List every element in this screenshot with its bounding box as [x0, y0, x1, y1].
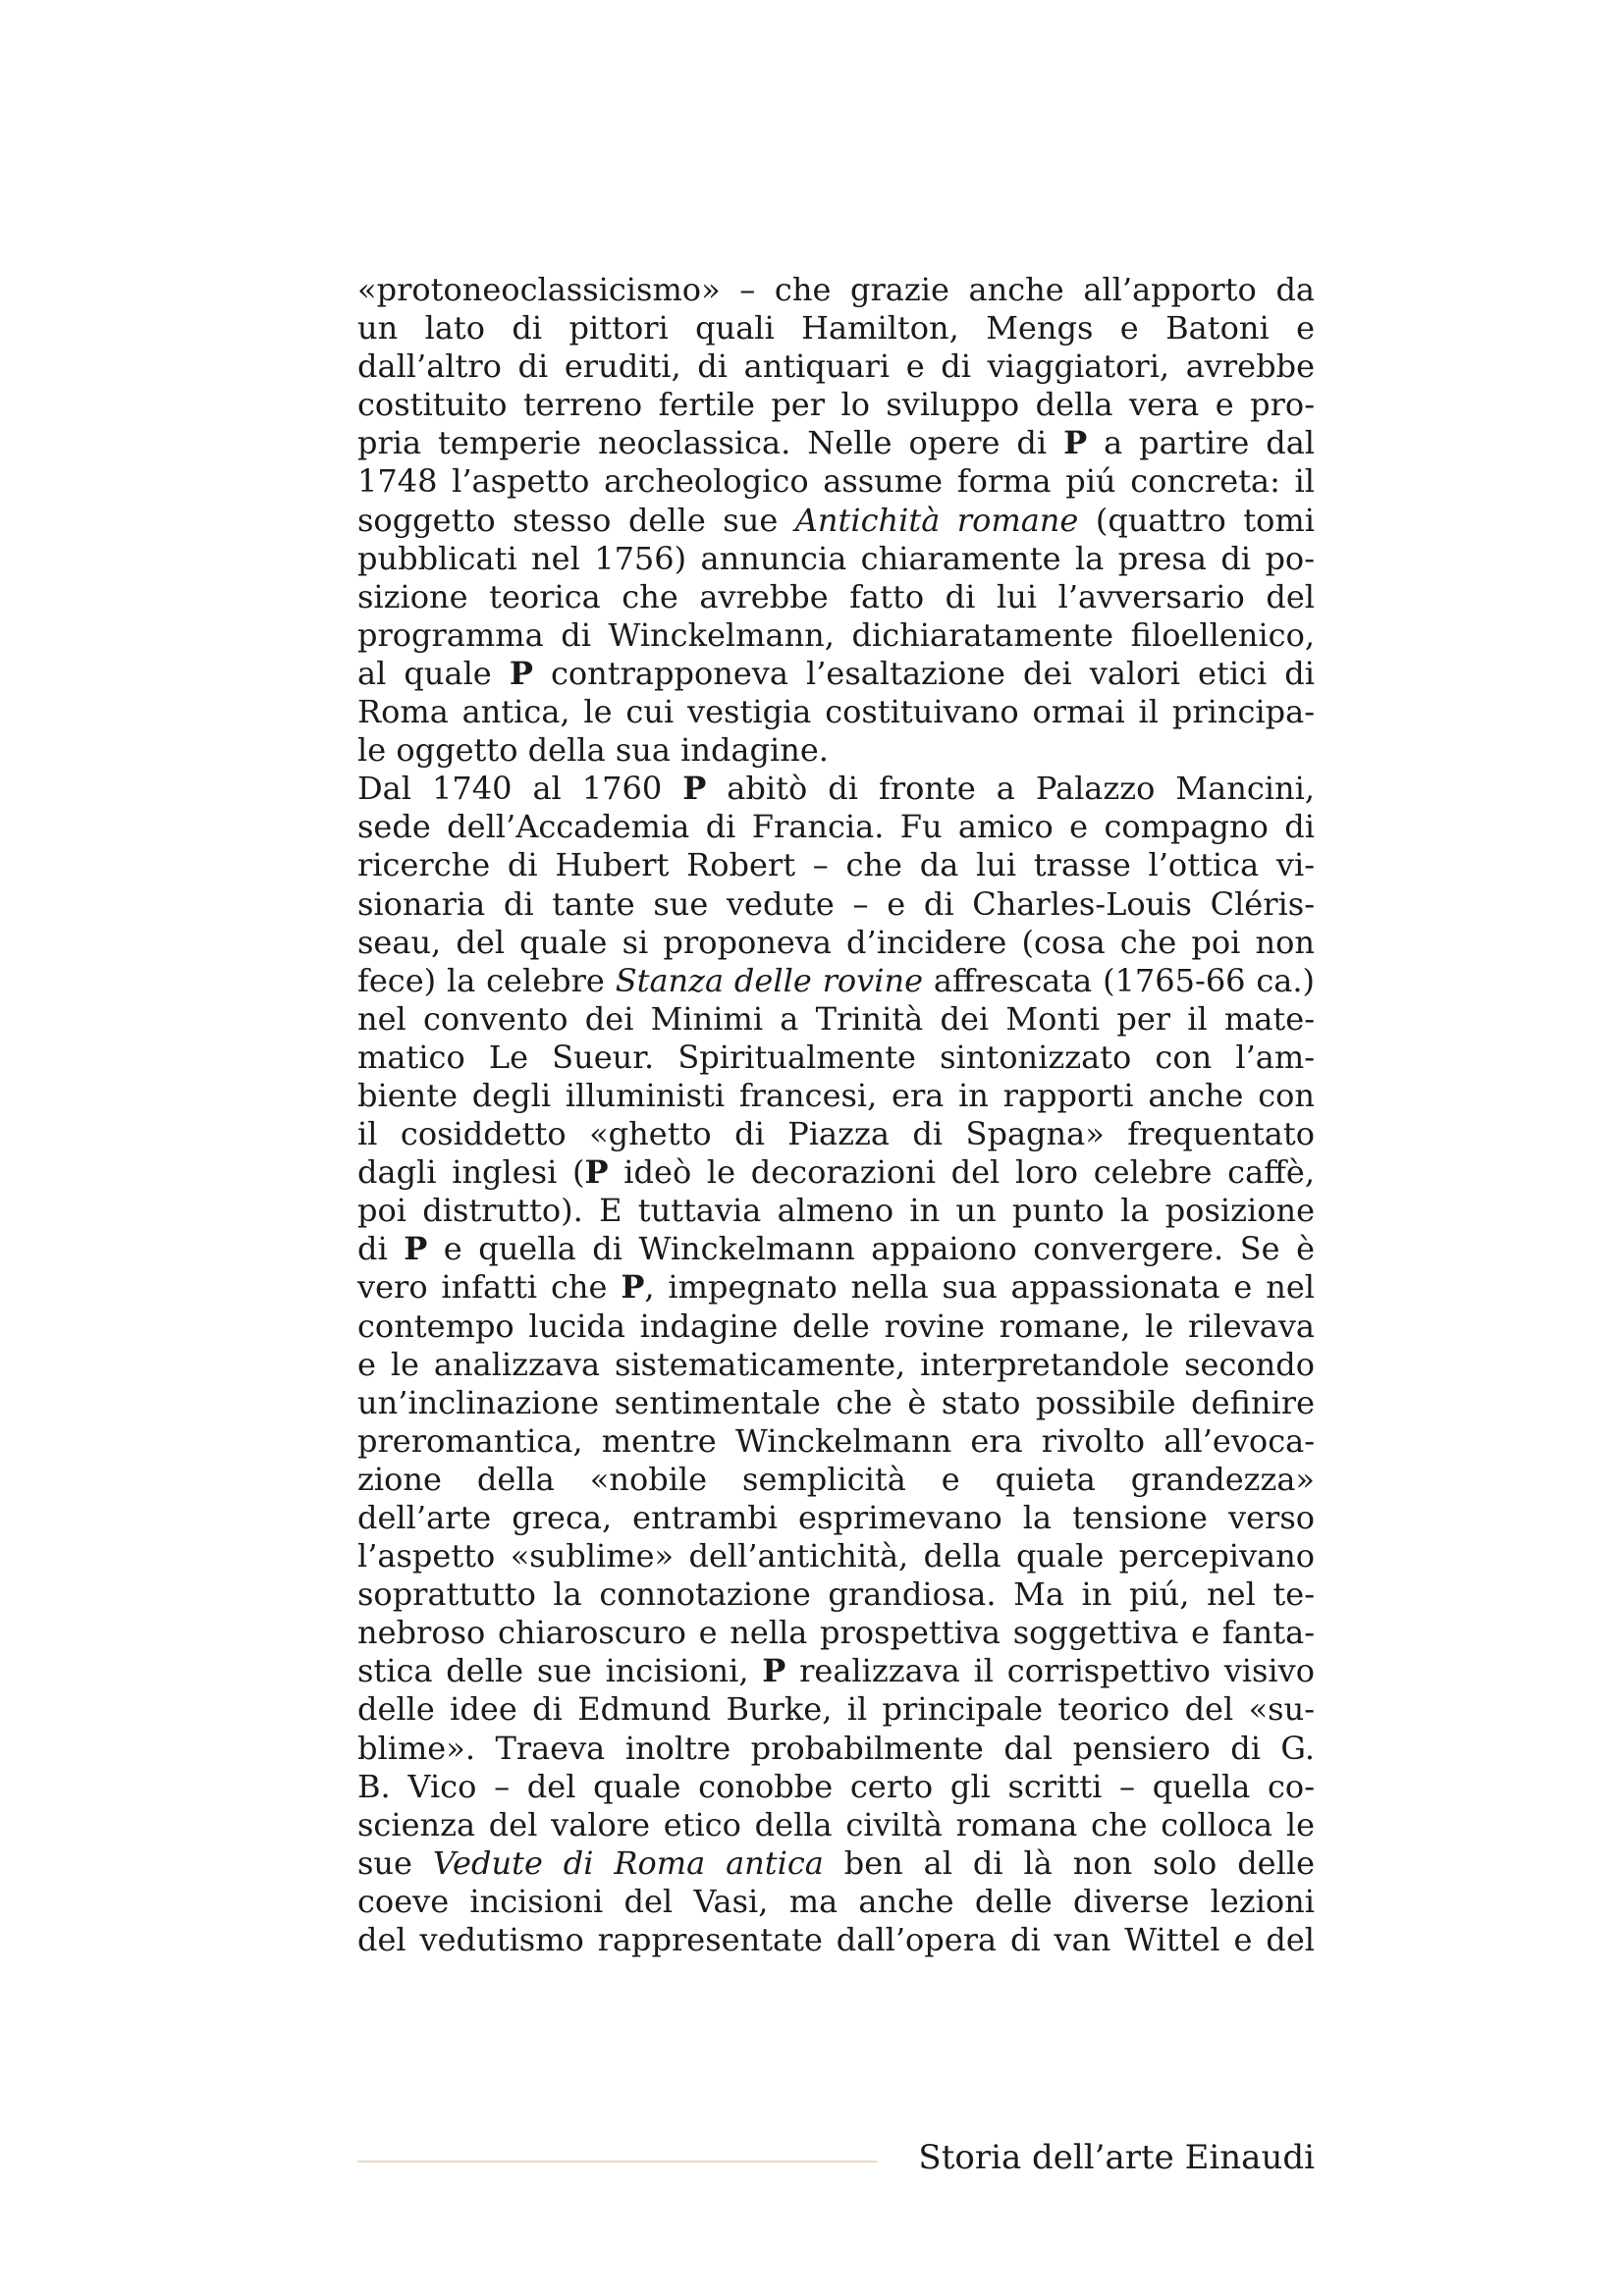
text-line: fece) la celebre Stanza delle rovine affrescata (1765-66 ca.) [357, 961, 1316, 999]
text-line: al quale P contrapponeva l’esaltazione dei valori etici di [357, 654, 1316, 692]
text-line: contempo lucida indagine delle rovine romane, le rilevava [357, 1307, 1315, 1345]
work-title: Antichità romane [794, 501, 1079, 539]
text-line: «protoneoclassicismo» – che grazie anche all’apporto da [357, 271, 1315, 308]
paragraph [357, 271, 1315, 770]
text-line: Dal 1740 al 1760 P abitò di fronte a Palazzo Mancini, [357, 770, 1315, 808]
text-line: stica delle sue incisioni, P realizzava il corrispettivo visivo [357, 1652, 1316, 1690]
text-line: dagli inglesi (P ideò le decorazioni del loro celebre caffè, [357, 1153, 1315, 1192]
text-line: un lato di pittori quali Hamilton, Mengs e Batoni e [357, 309, 1315, 347]
text-line: un’inclinazione sentimentale che è stato possibile definire [357, 1383, 1315, 1421]
text-line: pubblicati nel 1756) annuncia chiaramente la presa di po- [357, 539, 1315, 577]
text-line: l’aspetto «sublime» dell’antichità, della quale percepivano [357, 1537, 1315, 1575]
artist-initial: P [404, 1230, 428, 1268]
text-line: dell’arte greca, entrambi esprimevano la tensione verso [357, 1499, 1315, 1536]
text-line: sede dell’Accademia di Francia. Fu amico e compagno di [357, 808, 1315, 846]
text-line: biente degli illuministi francesi, era in rapporti anche con [357, 1076, 1315, 1114]
footer-book-title: Storia dell’arte Einaudi [918, 2138, 1315, 2177]
text-line: programma di Winckelmann, dichiaratamente filoellenico, [357, 615, 1315, 654]
artist-initial: P [1063, 424, 1088, 462]
text-line: poi distrutto). E tuttavia almeno in un punto la posizione [357, 1192, 1315, 1230]
text-line: sizione teorica che avrebbe fatto di lui l’avversario del [357, 577, 1315, 615]
text-line: Roma antica, le cui vestigia costituivano ormai il principa- [357, 693, 1315, 731]
text-line: di P e quella di Winckelmann appaiono convergere. Se è [357, 1230, 1316, 1268]
artist-initial: P [621, 1268, 645, 1307]
text-line: soprattutto la connotazione grandiosa. Ma in piú, nel te- [357, 1575, 1315, 1614]
artist-initial: P [682, 770, 707, 808]
work-title: Stanza delle rovine [615, 961, 924, 999]
work-title: Vedute di Roma antica [432, 1843, 824, 1882]
text-line: ricerche di Hubert Robert – che da lui trasse l’ottica vi- [357, 846, 1315, 884]
text-line: soggetto stesso delle sue Antichità romane (quattro tomi [357, 501, 1315, 539]
text-line: il cosiddetto «ghetto di Piazza di Spagna» frequentato [357, 1115, 1315, 1153]
text-line: 1748 l’aspetto archeologico assume forma piú concreta: il [357, 462, 1315, 501]
text-line: B. Vico – del quale conobbe certo gli scritti – quella co- [357, 1767, 1315, 1805]
text-line: vero infatti che P, impegnato nella sua appassionata e nel [357, 1268, 1315, 1307]
text-line: del vedutismo rappresentate dall’opera di van Wittel e del [357, 1921, 1315, 1959]
text-line: dall’altro di eruditi, di antiquari e di viaggiatori, avrebbe [357, 347, 1315, 386]
body-text [357, 271, 1315, 1959]
footer-divider [357, 2161, 878, 2163]
text-line: sue Vedute di Roma antica ben al di là non solo delle [357, 1843, 1316, 1882]
text-line: scienza del valore etico della civiltà romana che colloca le [357, 1805, 1315, 1843]
text-line: pria temperie neoclassica. Nelle opere di P a partire dal [357, 424, 1316, 462]
artist-initial: P [584, 1153, 609, 1192]
artist-initial: P [762, 1652, 786, 1690]
text-line: zione della «nobile semplicità e quieta grandezza» [357, 1460, 1315, 1498]
paragraph [357, 770, 1315, 1959]
text-line: nebroso chiaroscuro e nella prospettiva soggettiva e fanta- [357, 1614, 1315, 1652]
text-line: matico Le Sueur. Spiritualmente sintonizzato con l’am- [357, 1038, 1315, 1076]
text-line: delle idee di Edmund Burke, il principale teorico del «su- [357, 1690, 1315, 1729]
text-line: blime». Traeva inoltre probabilmente dal pensiero di G. [357, 1729, 1315, 1767]
text-line: costituito terreno fertile per lo sviluppo della vera e pro- [357, 386, 1315, 424]
artist-initial: P [509, 654, 533, 692]
text-line: coeve incisioni del Vasi, ma anche delle diverse lezioni [357, 1882, 1315, 1920]
text-line: e le analizzava sistematicamente, interpretandole secondo [357, 1345, 1315, 1383]
text-line: le oggetto della sua indagine. [357, 731, 829, 770]
text-line: sionaria di tante sue vedute – e di Charles-Louis Cléris- [357, 884, 1315, 923]
text-line: seau, del quale si proponeva d’incidere (cosa che poi non [357, 923, 1315, 961]
text-line: preromantica, mentre Winckelmann era rivolto all’evoca- [357, 1421, 1315, 1460]
text-line: nel convento dei Minimi a Trinità dei Monti per il mate- [357, 999, 1315, 1038]
